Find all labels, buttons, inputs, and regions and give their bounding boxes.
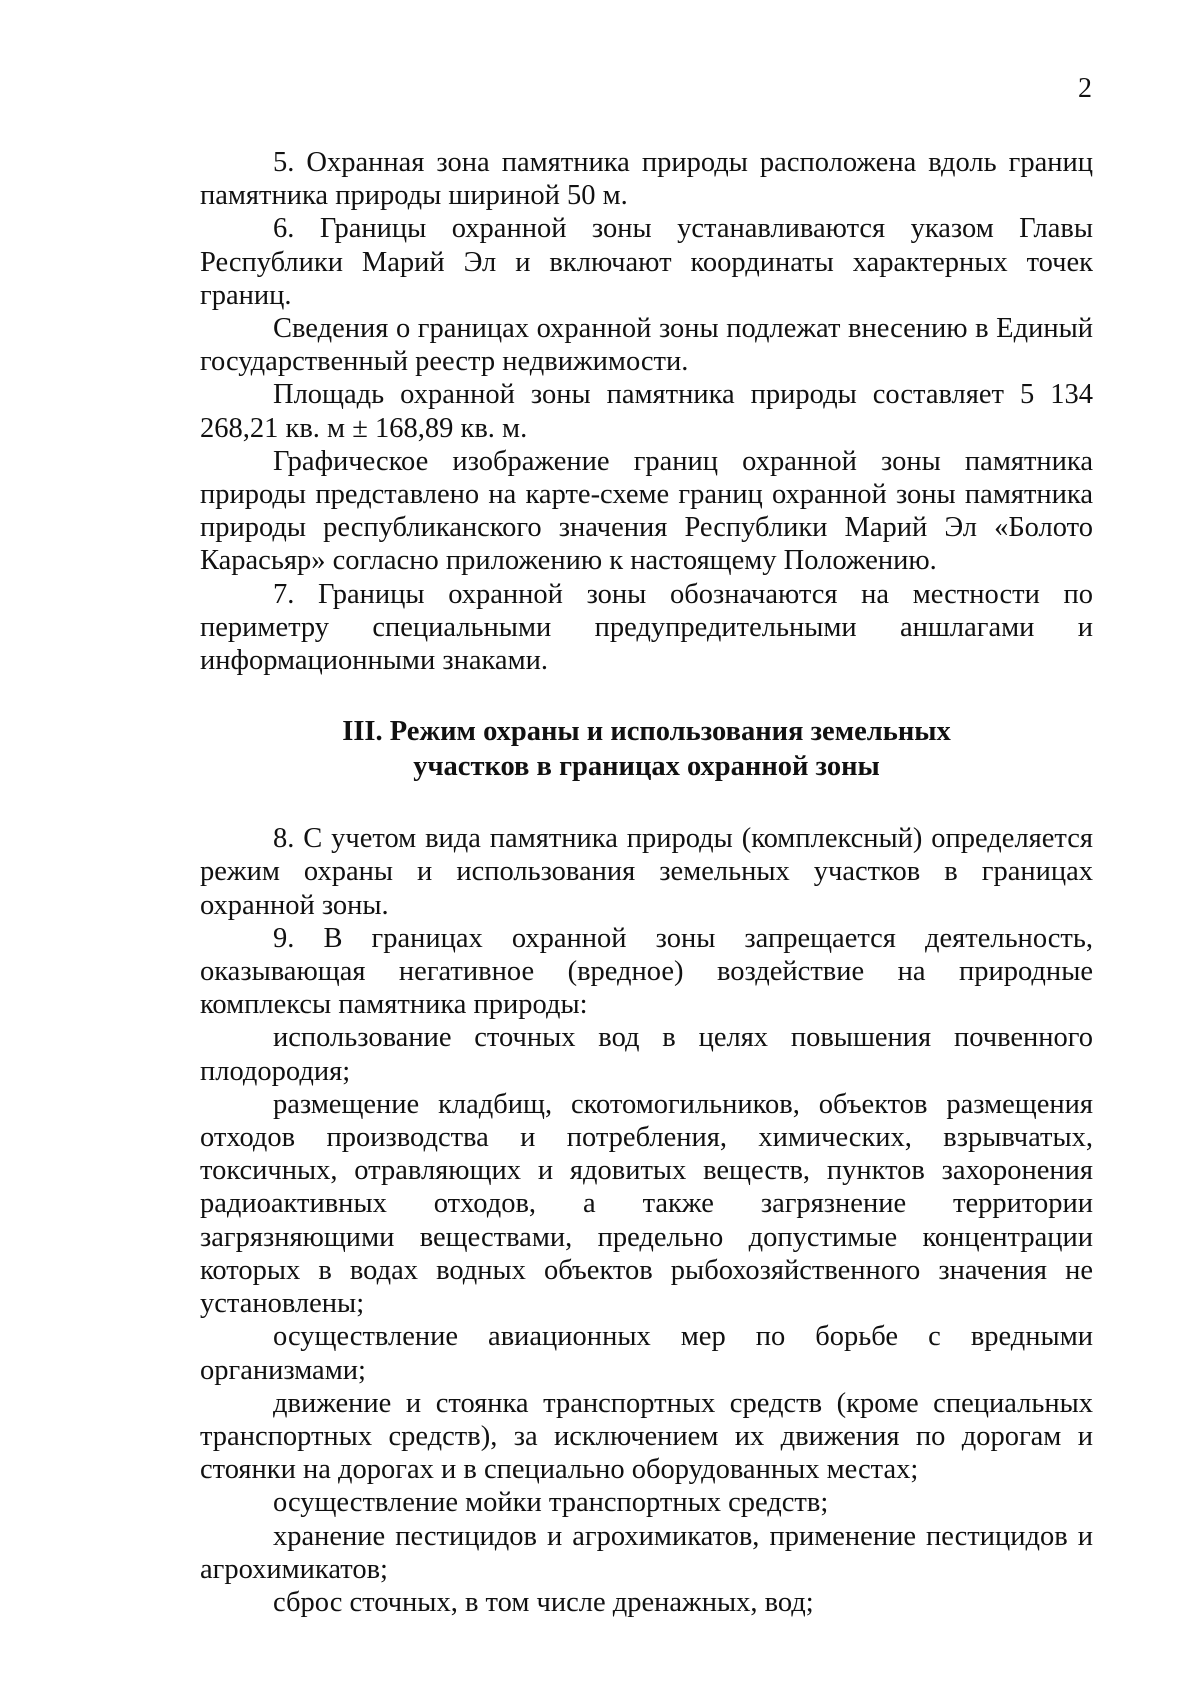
section-heading — [200, 714, 1093, 784]
list-item-pesticide-storage: хранение пестицидов и агрохимикатов, применение пестицидов и агрохимикатов; — [200, 1520, 1093, 1585]
list-item-wastewater-discharge: сброс сточных, в том числе дренажных, вод; — [273, 1586, 814, 1618]
list-item-aviation-measures: осуществление авиационных мер по борьбе с вредными организмами; — [200, 1321, 1093, 1386]
paragraph-7-boundary-signs: 7. Границы охранной зоны обозначаются на местности по периметру специальными предупредительными аншлагами и информационными знаками. — [200, 578, 1093, 677]
section-heading-line-1: III. Режим охраны и использования земельных — [342, 716, 951, 748]
paragraph-8-protection-regime: 8. С учетом вида памятника природы (комплексный) определяется режим охраны и использования земельных участков в границах охранной зоны. — [200, 823, 1093, 921]
paragraph-graphic-map: Графическое изображение границ охранной зоны памятника природы представлено на карте-схеме границ охранной зоны памятника природы республиканского значения Республики Марий Эл «Болото Карасьяр» согласно приложению к настоящему Положению. — [200, 445, 1093, 577]
paragraph-6-zone-boundaries: 6. Границы охранной зоны устанавливаются указом Главы Республики Марий Эл и включают координаты характерных точек границ. — [200, 213, 1093, 311]
paragraph-5-protection-zone-width: 5. Охранная зона памятника природы расположена вдоль границ памятника природы шириной 50 м. — [200, 147, 1093, 212]
list-item-waste-placement: размещение кладбищ, скотомогильников, объектов размещения отходов производства и потребления, химических, взрывчатых, токсичных, отравляющих и ядовитых веществ, пунктов захоронения радиоактивных отходов, а также загрязнение территории загрязняющими веществами, предельно допустимые концентрации которых в водах водных объектов рыбохозяйственного значения не установлены; — [200, 1088, 1093, 1320]
paragraph-9-prohibited-activities: 9. В границах охранной зоны запрещается деятельность, оказывающая негативное (вредное) воздействие на природные комплексы памятника природы: — [200, 922, 1093, 1021]
paragraph-registry-info: Сведения о границах охранной зоны подлежат внесению в Единый государственный реестр недвижимости. — [200, 313, 1093, 378]
document-body — [200, 146, 1093, 1619]
list-item-wastewater-use: использование сточных вод в целях повышения почвенного плодородия; — [200, 1022, 1093, 1087]
list-item-vehicle-washing: осуществление мойки транспортных средств; — [273, 1487, 829, 1519]
paragraph-zone-area: Площадь охранной зоны памятника природы составляет 5 134 268,21 кв. м ± 168,89 кв. м. — [200, 379, 1093, 444]
section-heading-line-2: участков в границах охранной зоны — [413, 751, 880, 783]
page-number: 2 — [1078, 73, 1092, 104]
list-item-vehicle-movement: движение и стоянка транспортных средств (кроме специальных транспортных средств), за исключением их движения по дорогам и стоянки на дорогах и в специально оборудованных местах; — [200, 1387, 1093, 1486]
